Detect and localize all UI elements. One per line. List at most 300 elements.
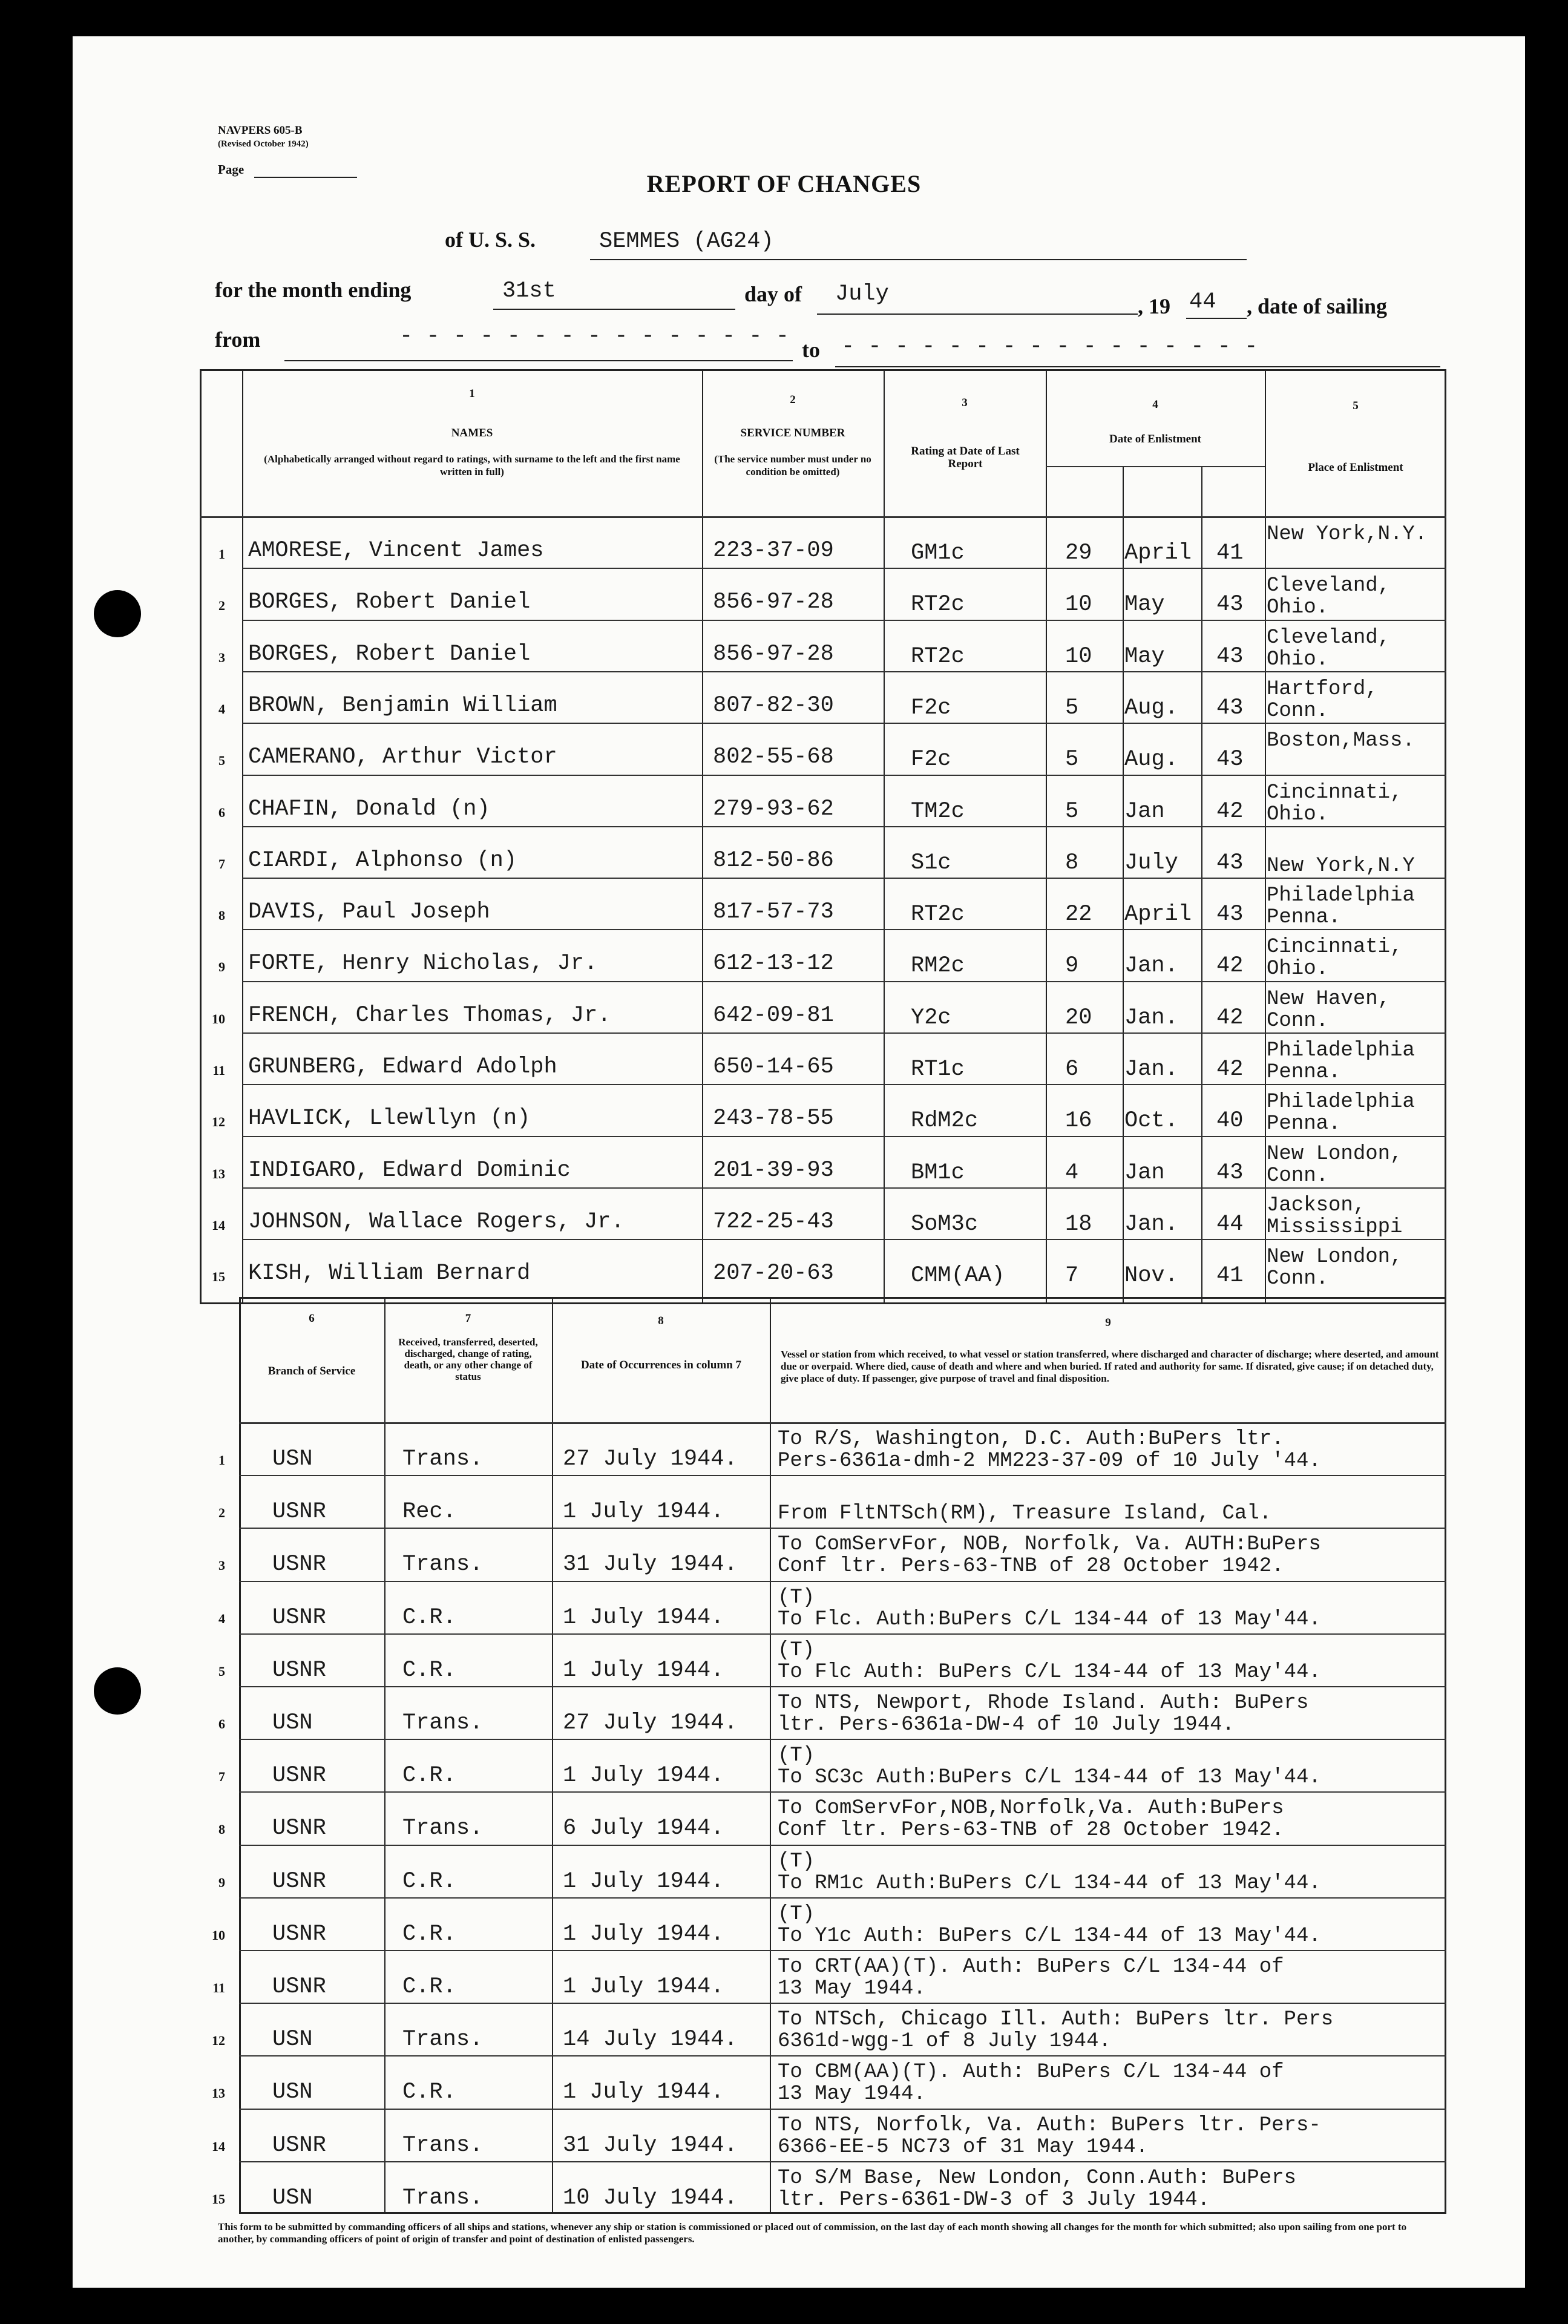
enlist-place-line2: Conn. [1267,1164,1329,1187]
enlist-month-cell: Jan [1124,1160,1165,1186]
enlist-day-cell: 10 [1065,643,1092,669]
row-line [242,1136,1446,1137]
sailing-label: , date of sailing [1247,294,1388,318]
from-label: from [215,327,261,352]
col8-title: Date of Occurrences in column 7 [580,1359,742,1371]
remarks-line1: To CBM(AA)(T). Auth: BuPers C/L 134-44 of [778,2061,1284,2084]
remarks-line2: To Y1c Auth: BuPers C/L 134-44 of 13 May'44. [778,1924,1321,1948]
status-cell: C.R. [402,1921,456,1947]
row-number: 9 [218,1874,225,1890]
remarks-line2: Pers-6361a-dmh-2 MM223-37-09 of 10 July '44. [778,1449,1321,1472]
enlist-month-cell: Jan [1124,798,1165,824]
enlist-day-cell: 10 [1065,592,1092,618]
row-line [242,929,1446,930]
rating-cell: RT2c [911,902,965,928]
name-cell: AMORESE, Vincent James [248,538,544,563]
row-number: 6 [218,1716,225,1732]
name-cell: CAMERANO, Arthur Victor [248,744,557,770]
enlist-year-cell: 41 [1216,540,1244,566]
remarks-line2: To SC3c Auth:BuPers C/L 134-44 of 13 May'44. [778,1766,1321,1790]
day-line [493,309,735,310]
enlist-year-cell: 42 [1216,1005,1244,1031]
rating-cell: RT1c [911,1057,965,1082]
enlist-place-line1: Cincinnati, [1267,936,1403,959]
branch-cell: USNR [272,1604,326,1630]
service-number-cell: 807-82-30 [713,692,834,718]
branch-cell: USNR [272,1921,326,1947]
col-divider [552,1297,553,2214]
year-prefix: , 19 [1138,294,1170,318]
status-cell: C.R. [402,2079,456,2106]
row-line [242,1084,1446,1085]
row-number: 6 [218,804,225,820]
col2-number: 2 [790,393,796,406]
enlist-year-cell: 43 [1216,1160,1244,1186]
remarks-line2: ltr. Pers-6361-DW-3 of 3 July 1944. [778,2188,1210,2211]
col2-title: SERVICE NUMBER [740,427,845,439]
name-cell: CIARDI, Alphonso (n) [248,847,517,873]
enlist-day-cell: 5 [1065,747,1079,773]
status-cell: Trans. [402,1816,484,1842]
status-cell: C.R. [402,1604,456,1630]
row-line [242,878,1446,879]
enlist-month-cell: May [1124,643,1165,669]
status-cell: Trans. [402,1552,484,1578]
rating-cell: RT2c [911,592,965,618]
row-number: 14 [212,2138,225,2154]
remarks-line2: Conf ltr. Pers-63-TNB of 28 October 1942. [778,1819,1284,1842]
row-line [239,2109,1446,2110]
branch-cell: USNR [272,2132,326,2158]
enlist-month-cell: April [1124,902,1192,928]
row-line [239,1791,1446,1793]
footer-note: This form to be submitted by commanding officers of all ships and stations, whenever any ship or station is commissioned or placed out of commission, on the last day of each month showing all changes for the month for which submitted; also upon sailing from one port to another, by commanding officers of point of origin of transfer and point of destination of enlisted passengers. [218,2221,1407,2245]
row-number: 15 [212,2191,225,2207]
occurrence-date-cell: 27 July 1944. [563,1710,738,1736]
service-number-cell: 223-37-09 [713,538,834,563]
enlist-place-line1: New London, [1267,1246,1403,1269]
to-label: to [802,338,820,362]
row-number: 4 [218,701,225,717]
branch-cell: USNR [272,1974,326,2000]
row-number: 10 [212,1011,225,1026]
remarks-line2: From FltNTSch(RM), Treasure Island, Cal. [778,1502,1272,1526]
row-number: 12 [212,2033,225,2049]
service-number-cell: 856-97-28 [713,589,834,615]
occurrence-date-cell: 1 July 1944. [563,1921,724,1947]
enlist-year-cell: 43 [1216,902,1244,928]
row-line [242,826,1446,827]
rating-cell: RdM2c [911,1108,979,1134]
month-label: for the month ending [215,278,412,302]
remarks-line1: (T) [778,1586,815,1609]
name-cell: JOHNSON, Wallace Rogers, Jr. [248,1209,625,1235]
row-number: 13 [212,1166,225,1181]
enlist-day-cell: 5 [1065,695,1079,721]
remarks-line2: To Flc. Auth:BuPers C/L 134-44 of 13 May'44. [778,1607,1321,1631]
branch-cell: USNR [272,1816,326,1842]
status-cell: Trans. [402,2027,484,2053]
row-line [239,1528,1446,1529]
row-number: 2 [218,1505,225,1521]
form-title: REPORT OF CHANGES [646,170,922,197]
remarks-line2: To Flc Auth: BuPers C/L 134-44 of 13 May'44. [778,1660,1321,1684]
ship-line [590,259,1247,260]
rating-cell: SoM3c [911,1211,979,1237]
service-number-cell: 802-55-68 [713,744,834,770]
col9-title: Vessel or station from which received, to what vessel or station transferred, where discharged and character of discharge; where deserted, and amount due or overpaid. Where died, cause of death and where and when buried. If rated and authority for same. If disrated, give cause; if on detached duty, give place of duty. If passenger, give purpose of travel and final disposition. [781,1348,1439,1384]
rating-cell: F2c [911,747,951,773]
row-number: 11 [212,1063,225,1078]
col-divider [770,1297,771,2214]
remarks-line2: Conf ltr. Pers-63-TNB of 28 October 1942. [778,1555,1284,1578]
status-cell: C.R. [402,1974,456,2000]
enlist-place-line1: New Haven, [1267,987,1391,1011]
enlist-place-line1: Cleveland, [1267,574,1391,598]
enlist-year-cell: 42 [1216,953,1244,979]
row-line [242,775,1446,776]
name-cell: KISH, William Bernard [248,1261,531,1287]
enlist-year-cell: 43 [1216,592,1244,618]
enlist-place-line1: Cleveland, [1267,626,1391,649]
col2-note: (The service number must under no condition be omitted) [714,453,871,478]
row-line [239,2055,1446,2056]
status-cell: C.R. [402,1657,456,1683]
enlist-day-cell: 8 [1065,850,1079,876]
occurrence-date-cell: 31 July 1944. [563,1552,738,1578]
row-line [242,981,1446,982]
remarks-line1: (T) [778,1902,815,1926]
row-line [239,1633,1446,1635]
row-line [239,2003,1446,2004]
row-number: 3 [218,649,225,665]
page-label: Page [218,162,244,177]
remarks-line2: To RM1c Auth:BuPers C/L 134-44 of 13 May'44. [778,1871,1321,1895]
enlist-place-line1: New London, [1267,1142,1403,1166]
year-line [1186,318,1247,319]
remarks-line1: (T) [778,1744,815,1768]
row-number: 10 [212,1927,225,1943]
enlist-month-cell: May [1124,592,1165,618]
from-line [284,360,793,361]
name-cell: BORGES, Robert Daniel [248,589,531,615]
enlist-month-cell: Jan. [1124,1211,1178,1237]
enlist-place-line1: Cincinnati, [1267,781,1403,804]
occurrence-date-cell: 1 July 1944. [563,1763,724,1789]
enlist-month-cell: Nov. [1124,1263,1178,1289]
row-line [239,1475,1446,1476]
status-cell: Trans. [402,1446,484,1472]
rating-cell: CMM(AA) [911,1263,1005,1289]
header-bottom-line [239,1422,1446,1424]
branch-cell: USN [272,1710,313,1736]
col3-title: Rating at Date of Last Report [911,445,1020,470]
row-number: 11 [212,1980,225,1995]
enlist-place-line1: Philadelphia [1267,1091,1415,1114]
service-number-cell: 650-14-65 [713,1054,834,1080]
name-cell: FRENCH, Charles Thomas, Jr. [248,1002,611,1028]
col-divider [1265,369,1266,1304]
enlist-year-cell: 41 [1216,1263,1244,1289]
enlist-place-line1: Philadelphia [1267,1039,1415,1062]
row-number: 4 [218,1610,225,1626]
enlist-month-cell: Oct. [1124,1108,1178,1134]
row-number: 13 [212,2086,225,2101]
enlist-place-line2: Conn. [1267,699,1329,723]
rating-cell: TM2c [911,798,965,824]
occurrence-date-cell: 1 July 1944. [563,2079,724,2106]
branch-cell: USN [272,2079,313,2106]
col-divider [1046,369,1047,1304]
enlist-place-line1: Philadelphia [1267,884,1415,908]
name-cell: CHAFIN, Donald (n) [248,796,490,822]
row-line [242,1187,1446,1189]
row-line [242,1239,1446,1240]
day-value: 31st [502,278,556,304]
rating-cell: BM1c [911,1160,965,1186]
enlist-place-line2: Penna. [1267,906,1341,930]
name-cell: HAVLICK, Llewllyn (n) [248,1106,531,1132]
remarks-line2: 13 May 1944. [778,1977,926,2000]
service-number-cell: 279-93-62 [713,796,834,822]
remarks-line1: To NTSch, Chicago Ill. Auth: BuPers ltr. Pers [778,2008,1334,2032]
punch-hole [94,1667,141,1715]
year-value: 44 [1189,289,1216,315]
col7-number: 7 [465,1312,471,1325]
row-number: 14 [212,1217,225,1233]
rating-cell: RT2c [911,643,965,669]
remarks-line2: 13 May 1944. [778,2083,926,2106]
branch-cell: USNR [272,1499,326,1525]
occurrence-date-cell: 27 July 1944. [563,1446,738,1472]
month-value: July [835,281,889,307]
enlist-month-cell: Jan. [1124,1057,1178,1082]
service-number-cell: 207-20-63 [713,1261,834,1287]
row-line [239,1686,1446,1687]
enlist-place-line2: Penna. [1267,1112,1341,1136]
enlist-year-cell: 43 [1216,695,1244,721]
enlist-day-cell: 7 [1065,1263,1079,1289]
name-cell: FORTE, Henry Nicholas, Jr. [248,951,598,977]
from-value: - - - - - - - - - - - - - - - [399,324,789,349]
row-number: 7 [218,1769,225,1785]
row-line [239,1845,1446,1846]
enlist-day-cell: 6 [1065,1057,1079,1082]
row-number: 1 [218,547,225,562]
status-cell: C.R. [402,1868,456,1894]
ship-label: of U. S. S. [445,228,536,252]
enlist-year-cell: 43 [1216,643,1244,669]
service-number-cell: 642-09-81 [713,1002,834,1028]
service-number-cell: 201-39-93 [713,1157,834,1183]
row-line [239,1581,1446,1582]
col6-title: Branch of Service [267,1365,356,1377]
service-number-cell: 856-97-28 [713,641,834,667]
row-number: 7 [218,856,225,872]
rating-cell: GM1c [911,540,965,566]
remarks-line1: To R/S, Washington, D.C. Auth:BuPers ltr. [778,1428,1284,1451]
col3-number: 3 [962,396,968,409]
enlist-month-cell: Jan. [1124,1005,1178,1031]
enlist-day-cell: 4 [1065,1160,1079,1186]
enlist-year-cell: 43 [1216,850,1244,876]
rating-cell: Y2c [911,1005,951,1031]
enlist-place-line2: Conn. [1267,1009,1329,1032]
name-cell: BROWN, Benjamin William [248,692,557,718]
col-divider [702,369,703,1304]
remarks-line1: To NTS, Norfolk, Va. Auth: BuPers ltr. Pers- [778,2113,1321,2137]
remarks-line1: (T) [778,1850,815,1873]
name-cell: GRUNBERG, Edward Adolph [248,1054,557,1080]
service-number-cell: 243-78-55 [713,1106,834,1132]
row-number: 8 [218,908,225,924]
branch-cell: USNR [272,1868,326,1894]
enlist-day-cell: 22 [1065,902,1092,928]
branch-cell: USN [272,2185,313,2211]
remarks-line2: 6366-EE-5 NC73 of 31 May 1944. [778,2135,1149,2159]
occurrence-date-cell: 1 July 1944. [563,1974,724,2000]
ship-name: SEMMES (AG24) [599,229,774,254]
col5-number: 5 [1353,399,1359,412]
to-line [835,366,1440,367]
punch-hole [94,590,141,637]
occurrence-date-cell: 1 July 1944. [563,1868,724,1894]
branch-cell: USNR [272,1657,326,1683]
occurrence-date-cell: 6 July 1944. [563,1816,724,1842]
occurrence-date-cell: 1 July 1944. [563,1604,724,1630]
enlist-place-line2: Mississippi [1267,1215,1403,1239]
enlist-day-cell: 16 [1065,1108,1092,1134]
enlist-place-line1: Jackson, [1267,1193,1366,1217]
col-divider [384,1297,385,2214]
row-line [239,1897,1446,1899]
enlist-year-cell: 40 [1216,1108,1244,1134]
rating-cell: RM2c [911,953,965,979]
name-cell: INDIGARO, Edward Dominic [248,1157,571,1183]
remarks-line2: ltr. Pers-6361a-DW-4 of 10 July 1944. [778,1713,1235,1736]
row-number: 1 [218,1452,225,1468]
month-line [817,313,1138,315]
enlist-subline [1046,466,1265,467]
name-cell: BORGES, Robert Daniel [248,641,531,667]
enlist-month-cell: Jan. [1124,953,1178,979]
enlist-place-line2: Ohio. [1267,648,1329,671]
row-number: 3 [218,1558,225,1574]
occurrence-date-cell: 14 July 1944. [563,2027,738,2053]
enlist-place-line1: Hartford, [1267,677,1378,701]
enlist-place-line2: Ohio. [1267,596,1329,620]
col4-title: Date of Enlistment [1109,433,1201,445]
enlist-year-cell: 44 [1216,1211,1244,1237]
remarks-line1: (T) [778,1638,815,1662]
col1-note: (Alphabetically arranged without regard to ratings, with surname to the left and the first name written in full) [264,453,680,478]
occurrence-date-cell: 10 July 1944. [563,2185,738,2211]
enlist-month-cell: July [1124,850,1178,876]
col-divider [1201,466,1202,1304]
occurrence-date-cell: 31 July 1944. [563,2132,738,2158]
enlist-place-line2: New York,N.Y [1267,854,1415,878]
col-divider [884,369,885,1304]
row-line [242,568,1446,569]
col8-number: 8 [658,1315,664,1327]
branch-cell: USN [272,1446,313,1472]
row-line [239,1739,1446,1740]
enlist-place-line1: New York,N.Y. [1267,523,1428,546]
row-line [242,671,1446,672]
status-cell: Trans. [402,2185,484,2211]
row-number: 5 [218,1663,225,1679]
form-id: NAVPERS 605-B (Revised October 1942) [218,124,309,149]
enlist-day-cell: 29 [1065,540,1092,566]
header-bottom-line [200,516,1446,518]
status-cell: Rec. [402,1499,456,1525]
enlist-place-line2: Penna. [1267,1061,1341,1084]
status-cell: Trans. [402,2132,484,2158]
col1-title: NAMES [451,427,493,439]
row-line [239,2161,1446,2162]
col7-title: Received, transferred, deserted, discharged, change of rating, death, or any other change of status [398,1336,538,1382]
rating-cell: F2c [911,695,951,721]
branch-cell: USNR [272,1552,326,1578]
col-divider [1123,466,1124,1304]
row-line [242,620,1446,621]
enlist-year-cell: 42 [1216,1057,1244,1082]
enlist-year-cell: 42 [1216,798,1244,824]
service-number-cell: 812-50-86 [713,847,834,873]
col-divider [242,369,243,1304]
row-number: 15 [212,1269,225,1285]
col9-number: 9 [1105,1316,1111,1329]
occurrence-date-cell: 1 July 1944. [563,1499,724,1525]
remarks-line1: To S/M Base, New London, Conn.Auth: BuPers [778,2166,1296,2190]
enlist-place-line1: Boston,Mass. [1267,729,1415,753]
branch-cell: USNR [272,1763,326,1789]
row-line [242,1032,1446,1034]
enlist-year-cell: 43 [1216,747,1244,773]
col6-number: 6 [309,1312,315,1325]
enlist-place-line2: Ohio. [1267,957,1329,981]
col1-number: 1 [469,387,475,400]
col5-title: Place of Enlistment [1308,461,1403,474]
branch-cell: USN [272,2027,313,2053]
remarks-line1: To ComServFor, NOB, Norfolk, Va. AUTH:BuPers [778,1533,1321,1557]
status-cell: C.R. [402,1763,456,1789]
remarks-line1: To CRT(AA)(T). Auth: BuPers C/L 134-44 of [778,1955,1284,1978]
enlist-place-line2: Ohio. [1267,803,1329,826]
to-value: - - - - - - - - - - - - - - - - [841,334,1258,359]
row-number: 9 [218,959,225,975]
row-line [242,723,1446,724]
service-number-cell: 817-57-73 [713,899,834,925]
enlist-day-cell: 20 [1065,1005,1092,1031]
occurrence-date-cell: 1 July 1944. [563,1657,724,1683]
row-number: 8 [218,1822,225,1837]
enlist-day-cell: 9 [1065,953,1079,979]
remarks-line1: To NTS, Newport, Rhode Island. Auth: BuPers [778,1692,1309,1715]
row-number: 5 [218,753,225,769]
service-number-cell: 612-13-12 [713,951,834,977]
name-cell: DAVIS, Paul Joseph [248,899,490,925]
row-number: 2 [218,598,225,614]
col4-number: 4 [1152,398,1158,411]
row-number: 12 [212,1114,225,1130]
service-number-cell: 722-25-43 [713,1209,834,1235]
enlist-day-cell: 18 [1065,1211,1092,1237]
status-cell: Trans. [402,1710,484,1736]
remarks-line1: To ComServFor,NOB,Norfolk,Va. Auth:BuPers [778,1797,1284,1820]
day-of-label: day of [744,282,802,306]
enlist-month-cell: April [1124,540,1192,566]
